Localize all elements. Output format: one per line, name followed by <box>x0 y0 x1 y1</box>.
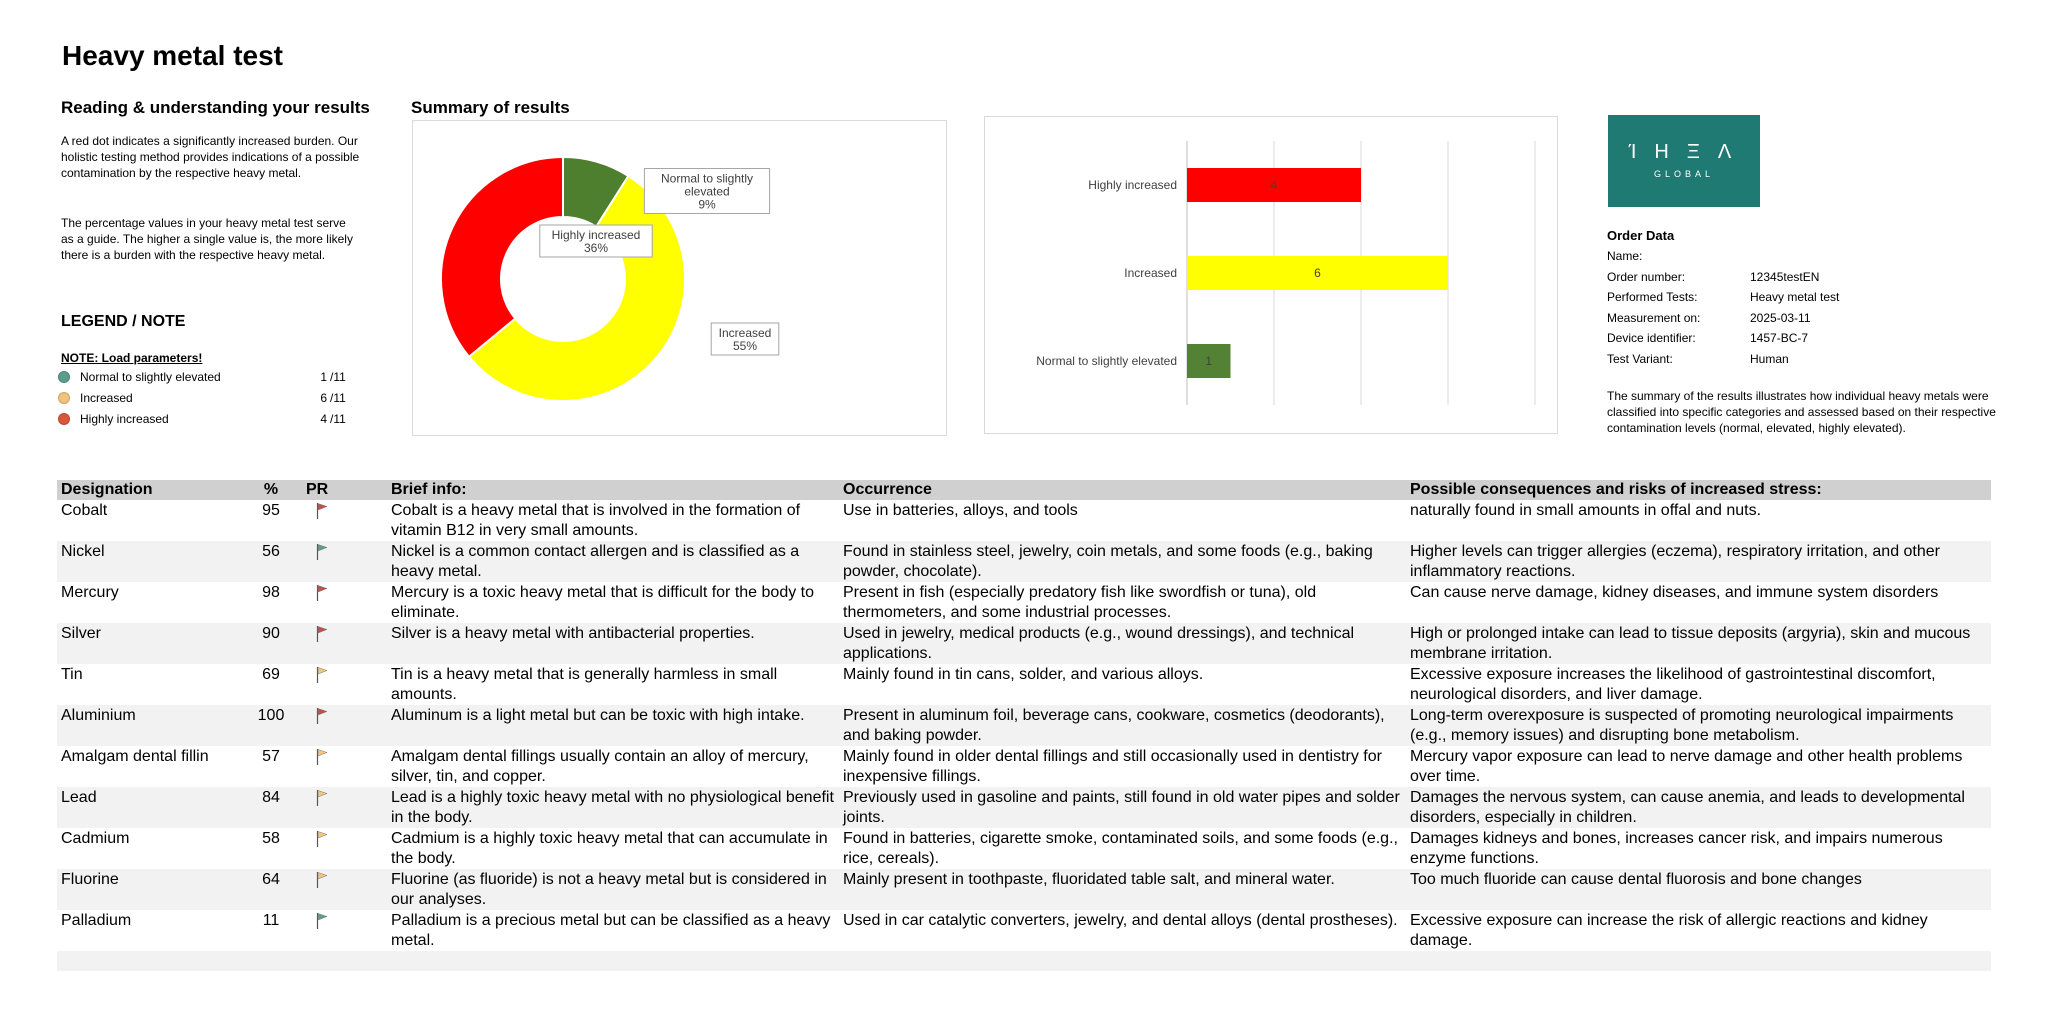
cell-brief-info: Amalgam dental fillings usually contain an alloy of mercury, silver, tin, and copper. <box>387 746 839 787</box>
donut-chart <box>413 121 946 435</box>
cell-designation: Silver <box>57 623 240 664</box>
bar-category-label: Normal to slightly elevated <box>1036 354 1177 368</box>
order-data-row <box>1607 290 1967 310</box>
order-data-key: Test Variant: <box>1607 351 1673 366</box>
legend-note: NOTE: Load parameters! <box>61 351 203 365</box>
cell-brief-info: Palladium is a precious metal but can be classified as a heavy metal. <box>387 910 839 951</box>
cell-pr <box>302 500 387 541</box>
cell-occurrence: Used in jewelry, medical products (e.g., wound dressings), and technical applications. <box>839 623 1406 664</box>
cell-designation: Cadmium <box>57 828 240 869</box>
cell-percent: 90 <box>240 623 302 664</box>
table-row <box>57 500 1991 541</box>
summary-note: The summary of the results illustrates how individual heavy metals were classified into specific categories and assessed based on their respective contamination levels (normal, elevated, highly elevated). <box>1607 389 1996 435</box>
table-row <box>57 828 1991 869</box>
cell-occurrence: Found in batteries, cigarette smoke, contaminated soils, and some foods (e.g., rice, cereals). <box>839 828 1406 869</box>
flag-icon <box>316 912 328 930</box>
reading-paragraph-1: A red dot indicates a significantly increased burden. Our holistic testing method provides indications of a possible contamination by the respective heavy metal. <box>61 134 360 180</box>
cell-consequences: Higher levels can trigger allergies (eczema), respiratory irritation, and other inflammatory reactions. <box>1406 541 1991 582</box>
order-data-row <box>1607 249 1967 269</box>
table-row <box>57 869 1991 910</box>
cell-pr <box>302 664 387 705</box>
logo-subtitle: GLOBAL <box>1653 169 1715 179</box>
table-filler-row <box>57 951 1991 971</box>
legend-heading: LEGEND / NOTE <box>61 313 186 330</box>
cell-designation: Fluorine <box>57 869 240 910</box>
header-percent: % <box>240 480 302 500</box>
donut-data-label <box>540 225 652 257</box>
cell-percent: 95 <box>240 500 302 541</box>
cell-brief-info: Fluorine (as fluoride) is not a heavy metal but is considered in our analyses. <box>387 869 839 910</box>
cell-pr <box>302 705 387 746</box>
cell-occurrence: Present in fish (especially predatory fish like swordfish or tuna), old thermometers, and some industrial processes. <box>839 582 1406 623</box>
donut-label-text: 55% <box>732 339 758 353</box>
legend-label: Highly increased <box>80 412 169 426</box>
cell-designation: Tin <box>57 664 240 705</box>
cell-pr <box>302 869 387 910</box>
donut-chart-panel <box>412 120 947 436</box>
order-data-row <box>1607 311 1967 331</box>
donut-label-text: 9% <box>698 197 716 212</box>
bar-value-label: 4 <box>1270 178 1278 192</box>
results-table <box>57 480 1991 971</box>
cell-pr <box>302 787 387 828</box>
cell-pr <box>302 623 387 664</box>
cell-designation: Mercury <box>57 582 240 623</box>
cell-brief-info: Tin is a heavy metal that is generally harmless in small amounts. <box>387 664 839 705</box>
cell-occurrence: Use in batteries, alloys, and tools <box>839 500 1406 541</box>
legend-dot-icon <box>58 371 70 383</box>
filler-cell <box>57 951 1991 971</box>
order-data-heading: Order Data <box>1607 228 1675 243</box>
legend-item <box>58 412 346 430</box>
cell-occurrence: Mainly found in tin cans, solder, and various alloys. <box>839 664 1406 705</box>
legend-count: 1 <box>320 370 327 384</box>
cell-brief-info: Lead is a highly toxic heavy metal with no physiological benefit in the body. <box>387 787 839 828</box>
donut-label-text: 36% <box>583 241 609 255</box>
cell-consequences: High or prolonged intake can lead to tissue deposits (argyria), skin and mucous membrane irritation. <box>1406 623 1991 664</box>
cell-percent: 69 <box>240 664 302 705</box>
cell-designation: Cobalt <box>57 500 240 541</box>
order-data-value: 1457-BC-7 <box>1750 331 1809 345</box>
company-logo <box>1608 115 1760 207</box>
cell-percent: 100 <box>240 705 302 746</box>
legend-total: /11 <box>330 370 346 384</box>
cell-brief-info: Silver is a heavy metal with antibacterial properties. <box>387 623 839 664</box>
bar-chart-panel <box>984 116 1558 434</box>
logo-wordmark: ΊΗΞΛ <box>1628 141 1750 163</box>
donut-data-label <box>644 169 769 214</box>
cell-occurrence: Present in aluminum foil, beverage cans, cookware, cosmetics (deodorants), and baking powder. <box>839 705 1406 746</box>
cell-pr <box>302 828 387 869</box>
donut-data-label <box>711 323 779 355</box>
cell-pr <box>302 910 387 951</box>
cell-percent: 84 <box>240 787 302 828</box>
cell-percent: 57 <box>240 746 302 787</box>
table-row <box>57 582 1991 623</box>
order-data-value: 12345testEN <box>1750 269 1820 284</box>
bar-value-label: 6 <box>1314 266 1321 280</box>
flag-icon <box>316 584 328 602</box>
table-row <box>57 787 1991 828</box>
flag-icon <box>316 871 328 889</box>
cell-brief-info: Mercury is a toxic heavy metal that is difficult for the body to eliminate. <box>387 582 839 623</box>
order-data-row <box>1607 352 1967 372</box>
cell-percent: 58 <box>240 828 302 869</box>
header-brief-info: Brief info: <box>387 480 839 500</box>
legend-label: Increased <box>80 391 133 405</box>
order-data-key: Measurement on: <box>1607 310 1701 325</box>
donut-label-text: elevated <box>684 184 730 199</box>
legend-count: 6 <box>320 391 327 405</box>
order-data-key: Name: <box>1607 249 1643 263</box>
reading-heading: Reading & understanding your results <box>61 98 370 117</box>
cell-occurrence: Previously used in gasoline and paints, still found in old water pipes and solder joints. <box>839 787 1406 828</box>
order-data-key: Performed Tests: <box>1607 290 1698 304</box>
flag-icon <box>316 502 328 520</box>
cell-occurrence: Mainly present in toothpaste, fluoridated table salt, and mineral water. <box>839 869 1406 910</box>
legend-total: /11 <box>330 391 346 405</box>
cell-designation: Amalgam dental fillin <box>57 746 240 787</box>
cell-pr <box>302 746 387 787</box>
donut-label-text: Normal to slightly <box>660 171 754 186</box>
legend-total: /11 <box>330 412 346 426</box>
bar-category-label: Increased <box>1124 266 1177 280</box>
cell-occurrence: Used in car catalytic converters, jewelry, and dental alloys (dental prostheses). <box>839 910 1406 951</box>
header-occurrence: Occurrence <box>839 480 1406 500</box>
cell-consequences: Damages kidneys and bones, increases cancer risk, and impairs numerous enzyme functions. <box>1406 828 1991 869</box>
header-pr: PR <box>302 480 387 500</box>
cell-brief-info: Cadmium is a highly toxic heavy metal that can accumulate in the body. <box>387 828 839 869</box>
page-title: Heavy metal test <box>62 40 284 71</box>
summary-heading: Summary of results <box>411 98 570 117</box>
cell-consequences: Excessive exposure increases the likelihood of gastrointestinal discomfort, neurological disorders, and liver damage. <box>1406 664 1991 705</box>
cell-occurrence: Found in stainless steel, jewelry, coin metals, and some foods (e.g., baking powder, chocolate). <box>839 541 1406 582</box>
flag-icon <box>316 707 328 725</box>
cell-consequences: Can cause nerve damage, kidney diseases, and immune system disorders <box>1406 582 1991 623</box>
table-row <box>57 746 1991 787</box>
order-data-value: Heavy metal test <box>1750 290 1840 304</box>
cell-percent: 64 <box>240 869 302 910</box>
order-data-key: Order number: <box>1607 269 1686 284</box>
table-row <box>57 541 1991 582</box>
table-header-row <box>57 480 1991 500</box>
bar-value-label: 1 <box>1205 354 1213 368</box>
cell-designation: Aluminium <box>57 705 240 746</box>
flag-icon <box>316 666 328 684</box>
cell-pr <box>302 582 387 623</box>
flag-icon <box>316 543 328 561</box>
order-data-row <box>1607 270 1967 290</box>
cell-consequences: naturally found in small amounts in offal and nuts. <box>1406 500 1991 541</box>
order-data-value: 2025-03-11 <box>1750 310 1811 325</box>
table-row <box>57 623 1991 664</box>
order-data-key: Device identifier: <box>1607 331 1696 345</box>
results-table-body <box>57 500 1991 971</box>
legend-item <box>58 391 346 409</box>
cell-percent: 98 <box>240 582 302 623</box>
cell-consequences: Damages the nervous system, can cause anemia, and leads to developmental disorders, especially in children. <box>1406 787 1991 828</box>
flag-icon <box>316 830 328 848</box>
table-row <box>57 664 1991 705</box>
reading-paragraph-2: The percentage values in your heavy metal test serve as a guide. The higher a single value is, the more likely there is a burden with the respective heavy metal. <box>61 216 353 262</box>
legend-dot-icon <box>58 392 70 404</box>
order-data-value: Human <box>1750 351 1789 366</box>
cell-percent: 56 <box>240 541 302 582</box>
legend-item <box>58 370 346 388</box>
legend-dot-icon <box>58 413 70 425</box>
cell-consequences: Long-term overexposure is suspected of promoting neurological impairments (e.g., memory issues) and disrupting bone metabolism. <box>1406 705 1991 746</box>
cell-designation: Nickel <box>57 541 240 582</box>
flag-icon <box>316 748 328 766</box>
cell-designation: Lead <box>57 787 240 828</box>
cell-designation: Palladium <box>57 910 240 951</box>
table-row <box>57 910 1991 951</box>
flag-icon <box>316 789 328 807</box>
bar-category-label: Highly increased <box>1088 178 1177 192</box>
cell-consequences: Excessive exposure can increase the risk of allergic reactions and kidney damage. <box>1406 910 1991 951</box>
cell-pr <box>302 541 387 582</box>
donut-label-text: Highly increased <box>551 228 641 242</box>
header-consequences: Possible consequences and risks of increased stress: <box>1406 480 1991 500</box>
bar-chart <box>985 117 1557 433</box>
cell-consequences: Too much fluoride can cause dental fluorosis and bone changes <box>1406 869 1991 910</box>
header-designation: Designation <box>57 480 240 500</box>
order-data-row <box>1607 331 1967 351</box>
cell-percent: 11 <box>240 910 302 951</box>
cell-occurrence: Mainly found in older dental fillings and still occasionally used in dentistry for inexpensive fillings. <box>839 746 1406 787</box>
table-row <box>57 705 1991 746</box>
legend-label: Normal to slightly elevated <box>80 370 221 384</box>
donut-label-text: Increased <box>718 326 772 340</box>
cell-consequences: Mercury vapor exposure can lead to nerve damage and other health problems over time. <box>1406 746 1991 787</box>
cell-brief-info: Cobalt is a heavy metal that is involved in the formation of vitamin B12 in very small amounts. <box>387 500 839 541</box>
flag-icon <box>316 625 328 643</box>
cell-brief-info: Nickel is a common contact allergen and is classified as a heavy metal. <box>387 541 839 582</box>
legend-count: 4 <box>320 412 327 426</box>
cell-brief-info: Aluminum is a light metal but can be toxic with high intake. <box>387 705 839 746</box>
